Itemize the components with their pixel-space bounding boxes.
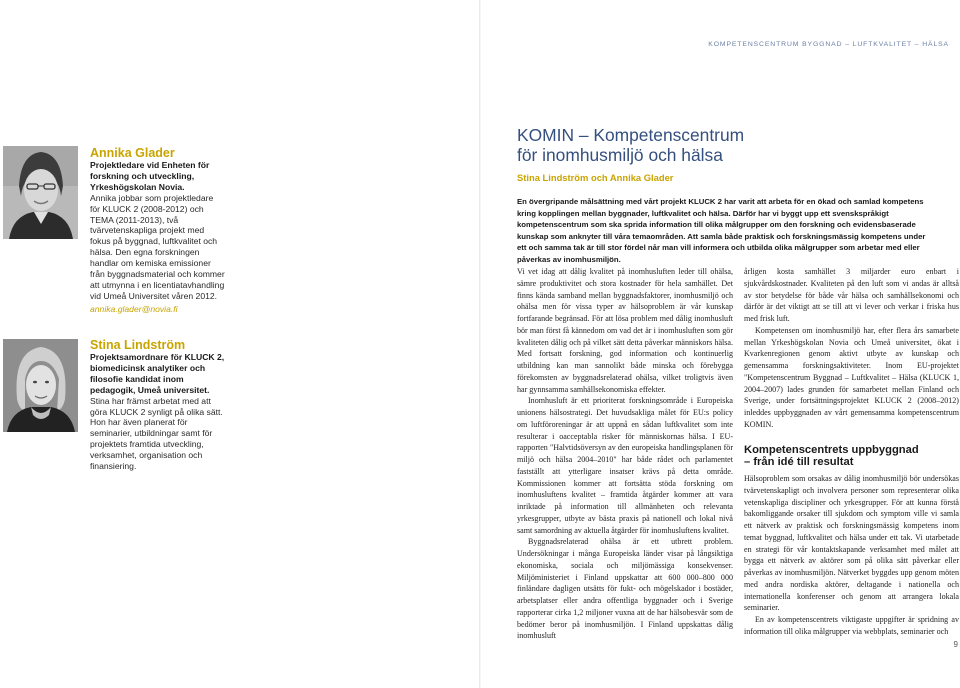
paragraph: Byggnadsrelaterad ohälsa är ett utbrett problem. Undersökningar i många Europeiska länder visar på långsiktiga ekonomiska, sociala och miljömässiga konsekvenser. Miljöministeriet i Finland uppskattar att 600 000–800 000 finländare dagligen utsätts för fukt- och mögelskador i bostäder, arbetsplatser eller andra offentliga byggnader och i Sverige rapporterar cirka 1,2 miljoner vuxna att de har hälsobesvär som de bedömer beror på inomhusmiljön. I Finland uppskattas dålig inomhusluft bbox=[517, 537, 733, 641]
bio-name: Annika Glader bbox=[90, 146, 175, 160]
bio-stina bbox=[90, 338, 225, 472]
title-line-1: KOMIN – Kompetenscentrum bbox=[517, 125, 745, 145]
article-title bbox=[517, 126, 917, 165]
paragraph: Hälsoproblem som orsakas av dålig inomhusmiljö bör undersökas tvärvetenskapligt och involvera personer som representerar olika vetenskapliga discipliner och yrkesgrupper. För att kunna förstå bakomliggande orsaker till sjukdom och symptom ville vi samla ett nätverk av praktisk och forskningsmässig kompetens inom temat byggnad, luftkvalitet och hälsa under ett tak. Vi utarbetade en strategi för vår kontaktskapande verksamhet med målet att bygga ett nätverk av aktörer som på olika sätt påverkar eller påverkas av inomhusmiljön. Nätverket byggdes upp genom möten med andra nordiska aktörer, deltagande i nationella och internationella konferenser och genom att arrangera lokala seminarier. bbox=[744, 474, 959, 613]
bio-role: Projektsamordnare för KLUCK 2, biomedicinsk analytiker och filosofie kandidat inom pedagogik, Umeå universitet. bbox=[90, 352, 225, 395]
page-number: 9 bbox=[953, 640, 958, 649]
bio-text: Annika jobbar som projektledare för KLUCK 2 (2008-2012) och TEMA (2011-2013), två tvärvetenskapliga projekt med fokus på byggnad, luftkvalitet och hälsa. Den egna forskningen handlar om kemiska emissioner från byggnadsmaterial och kommer att utmynna i en licentiatavhandling vid Umeå Universitet våren 2012. bbox=[90, 192, 225, 301]
bio-role: Projektledare vid Enheten för forskning och utveckling, Yrkeshögskolan Novia. bbox=[90, 160, 210, 192]
bio-text: Stina har främst arbetat med att göra KLUCK 2 synligt på olika sätt. Hon har även planerat för seminarier, utbildningar samt för projektets framtida utveckling, verksamhet, organisation och finansiering. bbox=[90, 395, 223, 472]
bio-email-link[interactable]: annika.glader@novia.fi bbox=[90, 303, 178, 314]
title-line-2: för inomhusmiljö och hälsa bbox=[517, 144, 723, 165]
section-heading-line-2: – från idé till resultat bbox=[744, 456, 854, 469]
paragraph: årligen kosta samhället 3 miljarder euro enbart i sjukvårdskostnader. Kvaliteten på den luft som vi andas är alltså av stor betydelse för både vår hälsa och samhällsekonomi och därför är det viktigt att se till att vi lever och verkar i friska hus med frisk luft. bbox=[744, 267, 959, 323]
section-heading bbox=[744, 444, 959, 470]
bio-name: Stina Lindström bbox=[90, 338, 186, 352]
portrait-photo-annika bbox=[3, 146, 78, 239]
section-heading-line-1: Kompetenscentrets uppbyggnad bbox=[744, 443, 919, 456]
paragraph: Kompetensen om inomhusmiljö har, efter flera års samarbete mellan Yrkeshögskolan Novia och Umeå universitet, ökat i Kvarkenregionen genom aktivt utbyte av kunskap och gemensamma forskningsaktiviteter. Inom EU-projektet "Kompetenscentrum Byggnad – Luftkvalitet – Hälsa (KLUCK 1, 2004–2007) lades grunden för samarbetet mellan Finland och Sverige, under fortsättningsprojektet KLUCK 2 (2008–2012) inleddes uppbyggnaden av vårt gemensamma kompetenscentrum KOMIN. bbox=[744, 325, 959, 429]
paragraph: Vi vet idag att dålig kvalitet på inomhusluften leder till ohälsa, sämre produktivitet och stora kostnader för hela samhället. Det finns kända samband mellan byggnadsfaktorer, inomhusmiljö och ohälsa men för vissa typer av hälsoproblem är vår kunskap fortfarande begränsad. För att lösa problem med dålig inomhusluft bör man först få kännedom om vad det är i inomhusluften som gör kvaliteten dålig och på vilket sätt detta påverkar människors hälsa. Med fortsatt forskning, god information och kontinuerlig utbildning kan man sannolikt både minska och förebygga förekomsten av byggnadsrelaterad ohälsa, vilket troligtvis även har gynnsamma samhällsekonomiska effekter. bbox=[517, 267, 733, 394]
bio-annika bbox=[90, 146, 225, 315]
paragraph: Inomhusluft är ett prioriterat forskningsområde i Europeiska unionens hälsostrategi. Det huvudsakliga målet för EU:s policy om luftföroreningar är att uppnå en sådan luftkvalitet som inte resulterar i oacceptabla risker för människornas hälsa. I EU-rapporten "Halvtidsöversyn av den europeiska handlingsplanen för miljö och hälsa 2004–2010" har både rådet och parlamentet fastställt att ytterligare insatser krävs på detta område. Kommissionen kommer att fortsätta stöda forskning om inomhusluftens kvalitet – framtida åtgärder kommer att vara inriktade på information till allmänheten och relevanta yrkesgrupper, utbyte av bästa praxis på nationell och lokal nivå samt samordning av aktuella åtgärder för inomhusluftens kvalitet. bbox=[517, 396, 733, 535]
article-authors: Stina Lindström och Annika Glader bbox=[517, 172, 674, 183]
article-intro: En övergripande målsättning med vårt projekt KLUCK 2 har varit att arbeta för en ökad och samlad kompetens kring kopplingen mellan byggnader, luftkvalitet och hälsa. Därför har vi byggt upp ett svenskspråkigt kompetenscentrum som ska sprida information till olika målgrupper om den forskning och evidensbaserade kunskap som anknyter till våra temaområden. Att samla både praktisk och forskningsmässig kompetens under ett och samma tak är till stor fördel når man vill informera och utbilda olika målgrupper som arbetar med eller påverkas av inomhusmiljön. bbox=[517, 197, 926, 264]
body-column-1 bbox=[517, 266, 733, 642]
running-head: KOMPETENSCENTRUM BYGGNAD – LUFTKVALITET – HÄLSA bbox=[708, 41, 949, 48]
portrait-photo-stina bbox=[3, 339, 78, 432]
body-column-2 bbox=[744, 266, 959, 638]
paragraph: En av kompetenscentrets viktigaste uppgifter är spridning av information till olika målgrupper via webbplats, seminarier och bbox=[744, 615, 959, 636]
